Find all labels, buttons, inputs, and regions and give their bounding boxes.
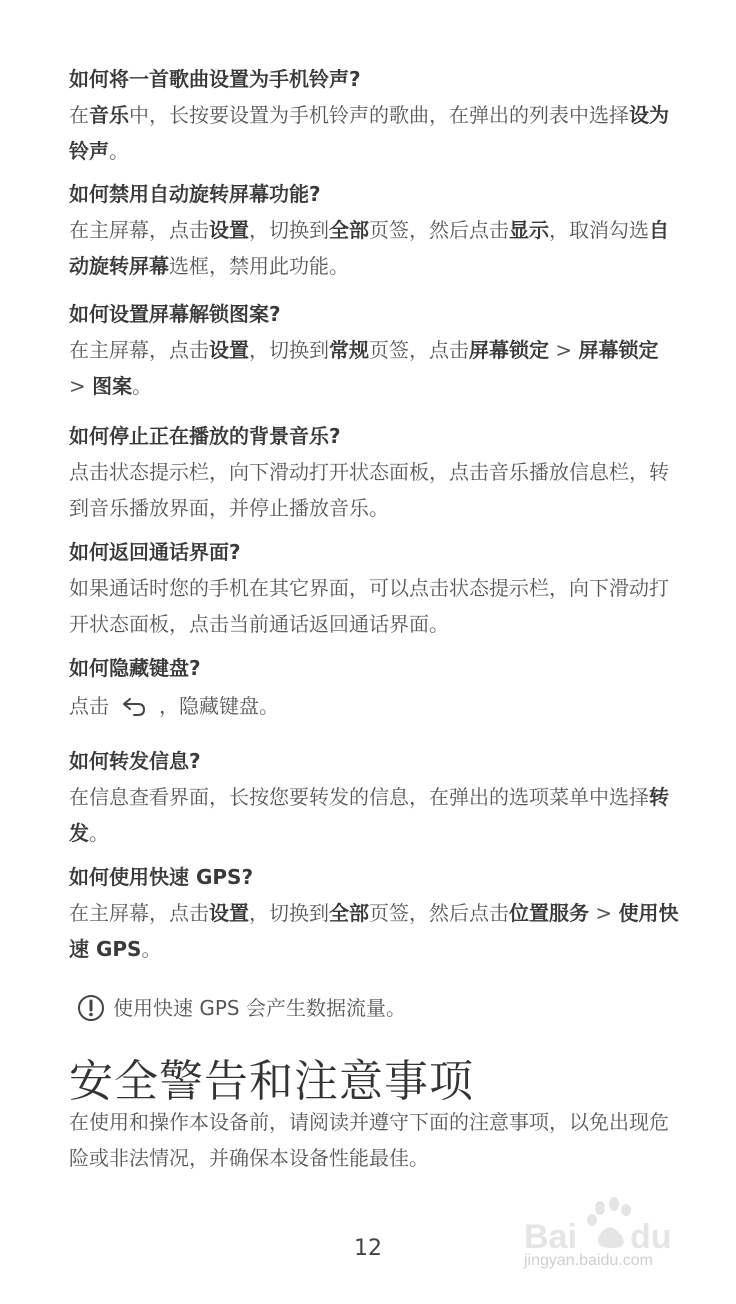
svg-text:du: du xyxy=(630,1218,672,1256)
answer-bold-term: 音乐 xyxy=(89,103,129,127)
answer-text: 点击状态提示栏，向下滑动打开状态面板，点击音乐播放信息栏，转到音乐播放界面，并停止播放音乐。 xyxy=(69,460,669,520)
faq-answer xyxy=(69,212,679,284)
faq-question: 如何将一首歌曲设置为手机铃声? xyxy=(69,67,361,91)
faq-question: 如何禁用自动旋转屏幕功能? xyxy=(69,182,321,206)
answer-text: 页签，点击 xyxy=(369,338,469,362)
section-body: 在使用和操作本设备前，请阅读并遵守下面的注意事项，以免出现危险或非法情况，并确保本设备性能最佳。 xyxy=(69,1110,669,1170)
answer-text: 。 xyxy=(141,937,162,961)
answer-text: ，取消勾选 xyxy=(549,218,649,242)
faq-item-8 xyxy=(69,861,679,967)
answer-bold-term: 显示 xyxy=(509,218,549,242)
answer-text-before: 点击 xyxy=(69,694,109,718)
page-number: 12 xyxy=(354,1236,382,1261)
note-text: 使用快速 GPS 会产生数据流量。 xyxy=(113,996,406,1020)
faq-answer xyxy=(69,97,679,169)
answer-bold-term: 设置 xyxy=(209,901,249,925)
answer-text: 。 xyxy=(89,821,109,845)
faq-item-2 xyxy=(69,178,679,284)
answer-bold-term: 图案 xyxy=(92,374,133,398)
faq-item-3 xyxy=(69,298,679,404)
faq-question: 如何转发信息? xyxy=(69,749,201,773)
faq-item-1 xyxy=(69,63,679,169)
answer-text: 在主屏幕，点击 xyxy=(69,218,209,242)
section-title: 安全警告和注意事项 xyxy=(69,1056,474,1107)
answer-text: 如果通话时您的手机在其它界面，可以点击状态提示栏，向下滑动打开状态面板，点击当前通话返回通话界面。 xyxy=(69,576,669,636)
faq-question: 如何设置屏幕解锁图案? xyxy=(69,302,281,326)
exclamation-circle-icon xyxy=(77,994,105,1022)
answer-text: > xyxy=(589,901,619,925)
faq-question: 如何使用快速 GPS? xyxy=(69,865,254,889)
faq-answer xyxy=(69,570,679,642)
watermark-url: jingyan.baidu.com xyxy=(524,1252,653,1269)
answer-text: 在主屏幕，点击 xyxy=(69,901,209,925)
faq-answer xyxy=(69,332,679,404)
answer-bold-term: 转发 xyxy=(69,785,669,845)
answer-text: 在 xyxy=(69,103,89,127)
answer-text: 页签，然后点击 xyxy=(369,218,509,242)
faq-question: 如何返回通话界面? xyxy=(69,540,241,564)
answer-bold-term: 设置 xyxy=(209,218,249,242)
answer-bold-term: 位置服务 xyxy=(509,901,589,925)
answer-bold-term: 设为铃声 xyxy=(69,103,669,163)
answer-bold-term: 屏幕锁定 xyxy=(578,338,659,362)
answer-bold-term: 全部 xyxy=(329,218,369,242)
faq-answer xyxy=(69,779,679,851)
note xyxy=(77,990,406,1026)
back-arrow-icon xyxy=(119,695,149,717)
faq-question: 如何停止正在播放的背景音乐? xyxy=(69,424,341,448)
answer-text: 。 xyxy=(109,139,129,163)
faq-item-5 xyxy=(69,536,679,642)
answer-bold-term: 全部 xyxy=(329,901,369,925)
watermark-logo-text: Bai xyxy=(524,1218,577,1256)
answer-bold-term: 使用快速 GPS xyxy=(69,901,679,961)
answer-text: ，切换到 xyxy=(249,218,329,242)
answer-text: > xyxy=(549,338,579,362)
answer-text: 选框，禁用此功能。 xyxy=(169,254,349,278)
answer-bold-term: 自动旋转屏幕 xyxy=(69,218,669,278)
answer-text: ，切换到 xyxy=(249,901,329,925)
answer-text: 在信息查看界面，长按您要转发的信息，在弹出的选项菜单中选择 xyxy=(69,785,649,809)
answer-text: 中，长按要设置为手机铃声的歌曲，在弹出的列表中选择 xyxy=(129,103,629,127)
faq-item-7 xyxy=(69,745,679,851)
answer-text: ，切换到 xyxy=(249,338,329,362)
answer-text: 页签，然后点击 xyxy=(369,901,509,925)
faq-answer xyxy=(69,454,679,526)
answer-bold-term: 常规 xyxy=(329,338,369,362)
answer-bold-term: 设置 xyxy=(209,338,249,362)
answer-bold-term: 屏幕锁定 xyxy=(469,338,549,362)
answer-text-after: ，隐藏键盘。 xyxy=(159,694,279,718)
answer-text: > xyxy=(69,374,93,398)
faq-item-6 xyxy=(69,652,679,724)
faq-answer xyxy=(69,688,679,724)
answer-text: 在主屏幕，点击 xyxy=(69,338,209,362)
faq-answer xyxy=(69,895,679,967)
answer-text: 。 xyxy=(132,374,153,398)
faq-item-4 xyxy=(69,420,679,526)
faq-question: 如何隐藏键盘? xyxy=(69,656,201,680)
